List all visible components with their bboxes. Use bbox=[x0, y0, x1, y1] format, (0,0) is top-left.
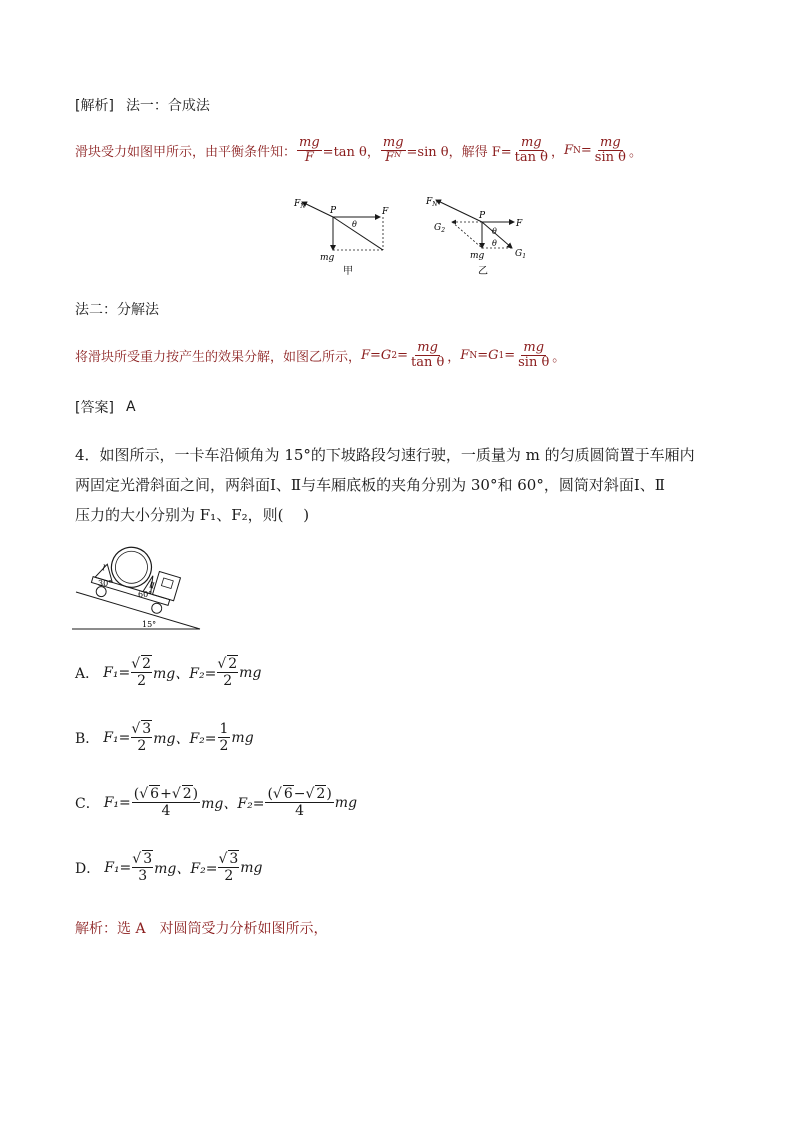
wheel bbox=[151, 602, 163, 614]
mg-label: mg bbox=[320, 253, 335, 263]
g1-arrow bbox=[482, 222, 512, 248]
option-b[interactable] bbox=[75, 721, 254, 754]
eq1-fn-sub: N bbox=[573, 145, 581, 156]
fn-label: $F_N$ bbox=[426, 197, 438, 208]
theta-label: θ bbox=[352, 220, 357, 229]
eq1-eq: = bbox=[580, 143, 592, 158]
equation-line-2 bbox=[75, 341, 565, 370]
eq2-end: 。 bbox=[552, 350, 566, 365]
fraction: $\frac{√ 2}{2}$ bbox=[217, 656, 238, 689]
fraction: $\frac{(√ 6+√ 2)}{4}$ bbox=[133, 786, 199, 819]
fraction: $\frac{√ 3}{3}$ bbox=[132, 851, 153, 884]
p-label: P bbox=[330, 206, 337, 216]
label-II: Ⅱ bbox=[147, 580, 156, 591]
p-label: P bbox=[479, 211, 486, 221]
fraction: $\frac{√ 2}{2}$ bbox=[131, 656, 152, 689]
question-line-3: 压力的大小分别为 F₁、F₂，则( ) bbox=[75, 506, 310, 524]
answer-label: [答案] bbox=[75, 400, 114, 416]
fraction: $\frac{mg}{\text{sin θ}}$ bbox=[518, 340, 550, 370]
figure-yi bbox=[420, 192, 540, 280]
eq1-intro: 滑块受力如图甲所示，由平衡条件知： bbox=[75, 145, 297, 160]
truck-cab bbox=[153, 571, 181, 600]
f-label: F bbox=[516, 219, 523, 229]
theta-label: θ bbox=[492, 227, 497, 236]
fn-label: $F_N$ bbox=[294, 199, 306, 210]
diagonal-line bbox=[333, 217, 383, 250]
eq1-rhs-1: =tan θ， bbox=[322, 145, 380, 160]
method2-title: 法二：分解法 bbox=[75, 302, 159, 318]
option-term: F₁= bbox=[104, 859, 132, 876]
option-d[interactable] bbox=[75, 851, 263, 884]
theta-label: θ bbox=[492, 239, 497, 248]
eq2-sep: ， bbox=[447, 350, 461, 365]
label-I: Ⅰ bbox=[100, 563, 107, 573]
option-label: D． bbox=[75, 860, 101, 877]
option-term: mg、F₂= bbox=[154, 860, 218, 877]
option-term: mg bbox=[334, 794, 358, 811]
fn-arrow bbox=[436, 200, 482, 222]
fraction: $\frac{(√ 6-√ 2)}{4}$ bbox=[267, 786, 332, 819]
option-term: mg bbox=[239, 664, 262, 681]
equation-line-1 bbox=[75, 136, 642, 165]
question-line-1: 4．如图所示，一卡车沿倾角为 15°的下坡路段匀速行驶，一质量为 m 的匀质圆筒置于车厢内 bbox=[75, 446, 695, 464]
analysis-label: [解析] bbox=[75, 98, 114, 114]
solution-line: 解析：选 A 对圆筒受力分析如图所示， bbox=[75, 921, 328, 937]
eq1-rhs-2: =sin θ， bbox=[406, 145, 462, 160]
analysis-header bbox=[75, 95, 210, 115]
eq2-b-sub2: 1 bbox=[498, 350, 505, 361]
eq2-a: F=G bbox=[361, 348, 392, 363]
caption-yi: 乙 bbox=[478, 266, 488, 277]
answer-value: A bbox=[125, 399, 136, 415]
option-c[interactable] bbox=[75, 786, 357, 819]
option-term: mg bbox=[231, 729, 254, 746]
eq1-end: 。 bbox=[628, 145, 642, 160]
eq2-b: F bbox=[460, 348, 470, 363]
fraction: $\frac{mg}{F}$ bbox=[299, 135, 320, 165]
fn-arrow bbox=[302, 202, 333, 217]
option-label: B． bbox=[75, 730, 100, 747]
mg-label: mg bbox=[470, 251, 485, 261]
option-term: F₁= bbox=[103, 664, 131, 681]
fraction: $\frac{1}{2}$ bbox=[219, 721, 229, 754]
angle-30: 30° bbox=[98, 579, 113, 588]
question-line-2: 两固定光滑斜面之间，两斜面Ⅰ、Ⅱ与车厢底板的夹角分别为 30°和 60°，圆筒对斜面Ⅰ、Ⅱ bbox=[75, 476, 665, 494]
fraction: $\frac{mg}{\text{tan θ}}$ bbox=[514, 135, 548, 165]
fraction: $\frac{√ 3}{2}$ bbox=[131, 721, 152, 754]
fraction: $\frac{mg}{\text{tan θ}}$ bbox=[410, 340, 445, 370]
eq2-a-sub: 2 bbox=[391, 350, 398, 361]
eq1-fn: F bbox=[563, 143, 573, 158]
option-term: F₁= bbox=[103, 794, 131, 811]
fraction: $\frac{mg}{\text{Fᴺ}}$ bbox=[382, 135, 404, 165]
option-label: A． bbox=[75, 665, 100, 682]
figure-jia bbox=[288, 192, 428, 280]
g2-label: $G_2$ bbox=[434, 223, 446, 234]
truck-figure bbox=[72, 544, 202, 634]
angle-60: 60° bbox=[138, 590, 153, 599]
method1-title: 法一：合成法 bbox=[125, 98, 210, 114]
option-term: mg bbox=[240, 859, 263, 876]
fraction: $\frac{√ 3}{2}$ bbox=[218, 851, 239, 884]
eq1-solve: 解得 F= bbox=[461, 145, 512, 160]
eq2-b-eq2: = bbox=[504, 348, 516, 363]
question-4 bbox=[75, 440, 735, 530]
f-label: F bbox=[382, 207, 389, 217]
caption-jia: 甲 bbox=[343, 266, 353, 277]
option-label: C． bbox=[75, 795, 100, 812]
eq2-b-eq: =G bbox=[477, 348, 499, 363]
eq2-a-eq: = bbox=[397, 348, 408, 363]
g1-label: $G_1$ bbox=[515, 249, 527, 260]
eq2-intro: 将滑块所受重力按产生的效果分解，如图乙所示， bbox=[75, 350, 362, 365]
answer-line bbox=[75, 397, 136, 417]
option-term: mg、F₂= bbox=[201, 795, 265, 812]
angle-15: 15° bbox=[142, 620, 157, 629]
eq1-sep: ， bbox=[550, 145, 564, 160]
eq2-b-sub: N bbox=[469, 350, 478, 361]
option-term: mg、F₂= bbox=[153, 665, 217, 682]
fraction: $\frac{mg}{\text{sin θ}}$ bbox=[594, 135, 626, 165]
option-term: mg、F₂= bbox=[153, 730, 217, 747]
option-term: F₁= bbox=[103, 729, 131, 746]
option-a[interactable] bbox=[75, 656, 261, 689]
dashed-line bbox=[452, 222, 482, 248]
